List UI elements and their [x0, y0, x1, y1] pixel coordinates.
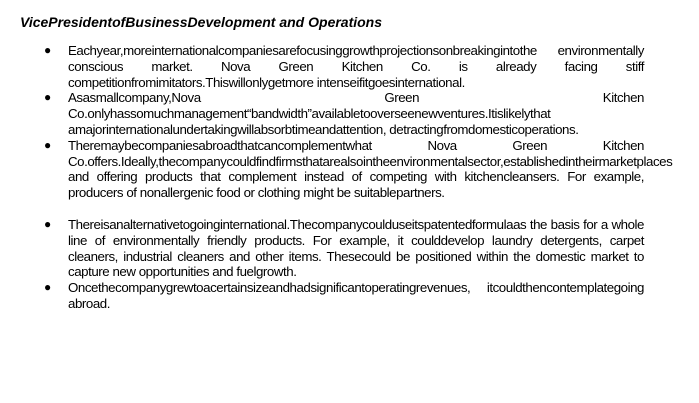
list-item — [0, 217, 644, 280]
list-item-text: Asasmallcompany,Nova Green Kitchen Co.onlyhassomuchmanagement“bandwidth”availabletooverseenewventures.Itislikelythat amajorinternationalundertakingwillabsorbtimeandattention, detractingfromdomesticoperations. — [68, 90, 644, 137]
bullet-icon: ● — [44, 90, 52, 105]
list-item — [0, 280, 644, 312]
bullet-icon: ● — [44, 137, 52, 152]
bullet-icon: ● — [44, 43, 52, 57]
bullet-list — [0, 43, 699, 312]
bullet-icon: ● — [44, 216, 52, 231]
list-item — [0, 43, 644, 90]
list-item-text: Thereisanalternativetogoinginternational.Thecompanycoulduseitspatentedformulaas the basis for a whole line of environmentally friendly products. For example, it coulddevelop laundry detergents, carpet cleaners, industrial cleaners and other items. Thesecould be positioned within the domestic market to capture new opportunities and fuelgrowth. — [68, 216, 644, 280]
bullet-icon: ● — [44, 280, 52, 295]
list-item-text: Theremaybecompaniesabroadthatcancomplementwhat Nova Green Kitchen Co.offers.Ideally,thecompanycouldfindfirmsthatarealsointheenvironmentalsector,establishedintheirmarketplaces and offering products that complement instead of competing with kitchencleansers. For example, producers of nonallergenic food or clothing might be suitablepartners. — [68, 137, 673, 201]
section-heading: VicePresidentofBusinessDevelopment and Operations — [20, 14, 383, 30]
list-item — [0, 137, 673, 201]
list-item-text: Eachyear,moreinternationalcompaniesarefocusinggrowthprojectionsonbreakingintothe environmentally conscious market. Nova Green Kitchen Co. is already facing stiff competitionfromimitators.Thiswillonlygetmore intenseifitgoesinternational. — [68, 43, 644, 90]
list-item — [0, 90, 644, 137]
list-item-text: Oncethecompanygrewtoacertainsizeandhadsignificantoperatingrevenues, itcouldthencontemplategoing abroad. — [68, 280, 644, 311]
